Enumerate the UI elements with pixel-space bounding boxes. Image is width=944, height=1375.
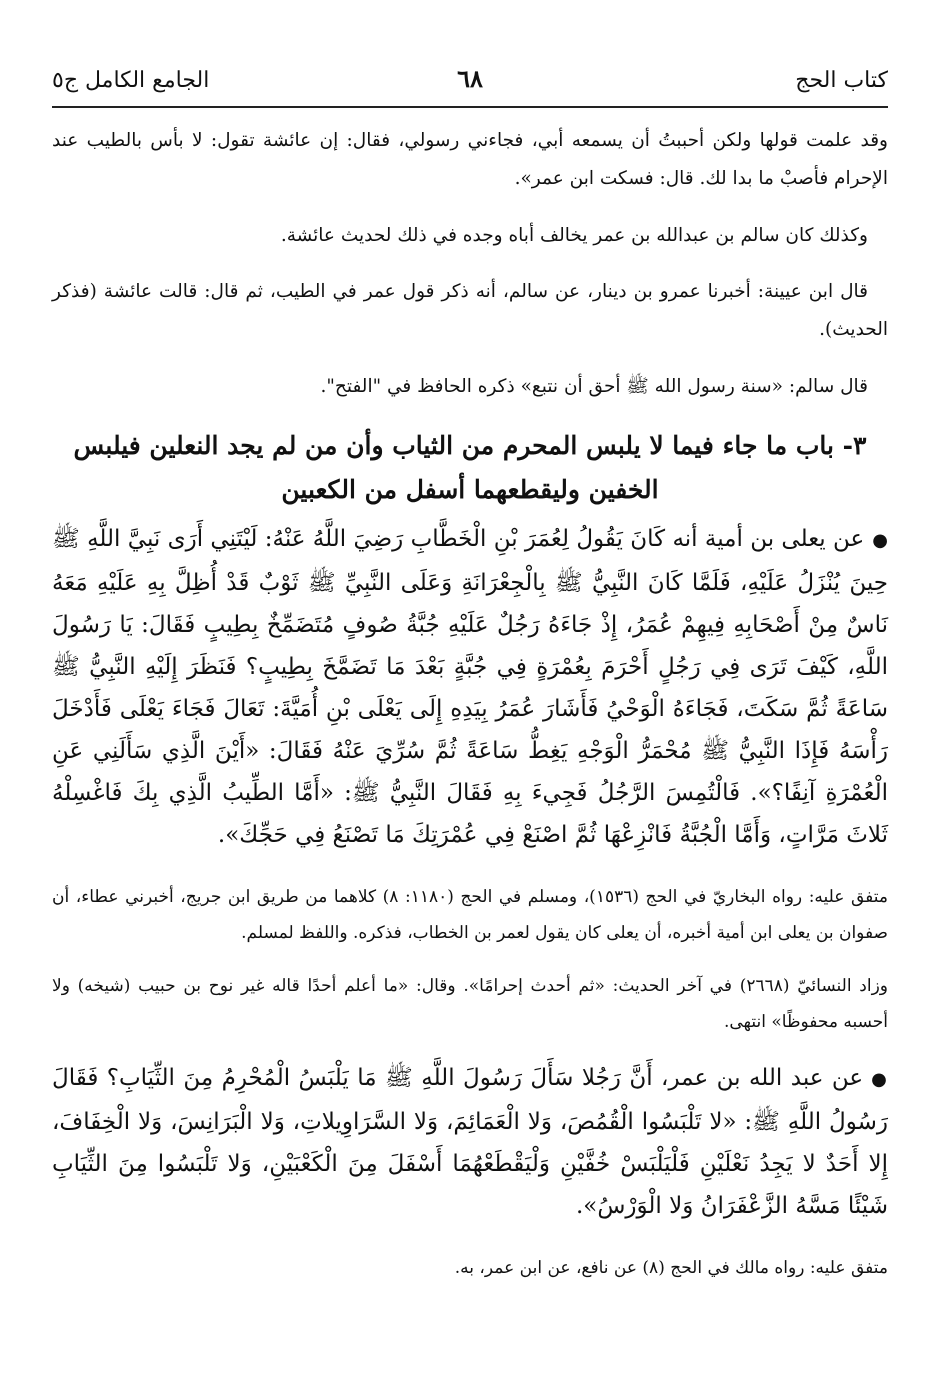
book-title: كتاب الحج xyxy=(795,68,888,93)
bullet-icon: ● xyxy=(871,1069,888,1090)
page-number: ٦٨ xyxy=(457,64,483,93)
hadith-2-source: متفق عليه: رواه مالك في الحج (٨) عن نافع، عن ابن عمر، به. xyxy=(454,1258,888,1278)
intro-paragraph-2: وكذلك كان سالم بن عبدالله بن عمر يخالف أباه وجده في ذلك لحديث عائشة. xyxy=(280,224,868,246)
series-title: الجامع الكامل ج٥ xyxy=(52,68,210,93)
hadith-1-source: متفق عليه: رواه البخاريّ في الحج (١٥٣٦)، ومسلم في الحج (١١٨٠: ٨) كلاهما من طريق ابن جريج، أخبرني عطاء، أن صفوان بن يعلى ابن أمية أخبره، أن يعلى كان يقول لعمر بن الخطاب، فذكره. واللفظ لمسلم. xyxy=(52,887,889,943)
intro-paragraph-3: قال ابن عيينة: أخبرنا عمرو بن دينار، عن سالم، أنه ذكر قول عمر في الطيب، ثم قال: قالت عائشة (فذكر الحديث). xyxy=(52,281,888,340)
hadith-2 xyxy=(52,1057,888,1227)
page-header xyxy=(52,62,888,108)
hadith-1-addition: وزاد النسائيّ (٢٦٦٨) في آخر الحديث: «ثم أحدث إحرامًا». وقال: «ما أعلم أحدًا قاله غير نوح بن حبيب (شيخه) ولا أحسبه محفوظًا» انتهى. xyxy=(52,976,888,1032)
book-page xyxy=(52,62,888,1335)
intro-paragraph-4: قال سالم: «سنة رسول الله ﷺ أحق أن نتبع» ذكره الحافظ في "الفتح". xyxy=(320,375,868,397)
chapter-heading: ٣- باب ما جاء فيما لا يلبس المحرم من الثياب وأن من لم يجد النعلين فيلبس الخفين وليقطعهما أسفل من الكعبين xyxy=(73,431,867,504)
hadith-2-text: عن عبد الله بن عمر، أَنَّ رَجُلا سَأَلَ رَسُولَ اللَّهِ ﷺ مَا يَلْبَسُ الْمُحْرِمُ مِنَ الثِّيَابِ؟ فَقَالَ رَسُولُ اللَّهِ ﷺ: «لا تَلْبَسُوا الْقُمُصَ، وَلا الْعَمَائِمَ، وَلا السَّرَاوِيلاتِ، وَلا الْبَرَانِسَ، وَلا الْخِفَافَ، إِلا أَحَدٌ لا يَجِدُ نَعْلَيْنِ فَلْيَلْبَسْ خُفَّيْنِ وَلْيَقْطَعْهُمَا أَسْفَلَ مِنَ الْكَعْبَيْنِ، وَلا تَلْبَسُوا مِنَ الثِّيَابِ شَيْئًا مَسَّهُ الزَّعْفَرَانُ وَلا الْوَرْسُ». xyxy=(52,1065,888,1219)
bullet-icon: ● xyxy=(872,530,888,551)
intro-paragraph-1: وقد علمت قولها ولكن أحببتُ أن يسمعه أبي، فجاءني رسولي، فقال: إن عائشة تقول: لا بأس بالطيب عند الإحرام فأصبْ ما بدا لك. قال: فسكت ابن عمر». xyxy=(52,130,888,189)
hadith-1-text: عن يعلى بن أمية أنه كَانَ يَقُولُ لِعُمَرَ بْنِ الْخَطَّابِ رَضِيَ اللَّهُ عَنْهُ: لَيْتَنِي أَرَى نَبِيَّ اللَّهِ ﷺ حِينَ يُنْزَلُ عَلَيْهِ، فَلَمَّا كَانَ النَّبِيُّ ﷺ بِالْجِعْرَانَةِ وَعَلَى النَّبِيِّ ﷺ ثَوْبٌ قَدْ أُظِلَّ بِهِ عَلَيْهِ مَعَهُ نَاسٌ مِنْ أَصْحَابِهِ فِيهِمْ عُمَرُ، إِذْ جَاءَهُ رَجُلٌ عَلَيْهِ جُبَّةُ صُوفٍ مُتَضَمِّخٌ بِطِيبٍ فَقَالَ: يَا رَسُولَ اللَّهِ، كَيْفَ تَرَى فِي رَجُلٍ أَحْرَمَ بِعُمْرَةٍ فِي جُبَّةٍ بَعْدَ مَا تَضَمَّخَ بِطِيبٍ؟ فَنَظَرَ إِلَيْهِ النَّبِيُّ ﷺ سَاعَةً ثُمَّ سَكَتَ، فَجَاءَهُ الْوَحْيُ فَأَشَارَ عُمَرُ بِيَدِهِ إِلَى يَعْلَى بْنِ أُمَيَّةَ: تَعَالَ فَجَاءَ يَعْلَى فَأَدْخَلَ رَأْسَهُ فَإِذَا النَّبِيُّ ﷺ مُحْمَرُّ الْوَجْهِ يَغِطُّ سَاعَةً ثُمَّ سُرِّيَ عَنْهُ فَقَالَ: «أَيْنَ الَّذِي سَأَلَنِي عَنِ الْعُمْرَةِ آنِفًا؟». فَالْتُمِسَ الرَّجُلُ فَجِيءَ بِهِ فَقَالَ النَّبِيُّ ﷺ: «أَمَّا الطِّيبُ الَّذِي بِكَ فَاغْسِلْهُ ثَلاثَ مَرَّاتٍ، وَأَمَّا الْجُبَّةُ فَانْزِعْهَا ثُمَّ اصْنَعْ فِي عُمْرَتِكَ مَا تَصْنَعُ فِي حَجِّكَ». xyxy=(52,526,888,848)
hadith-1 xyxy=(52,518,888,856)
